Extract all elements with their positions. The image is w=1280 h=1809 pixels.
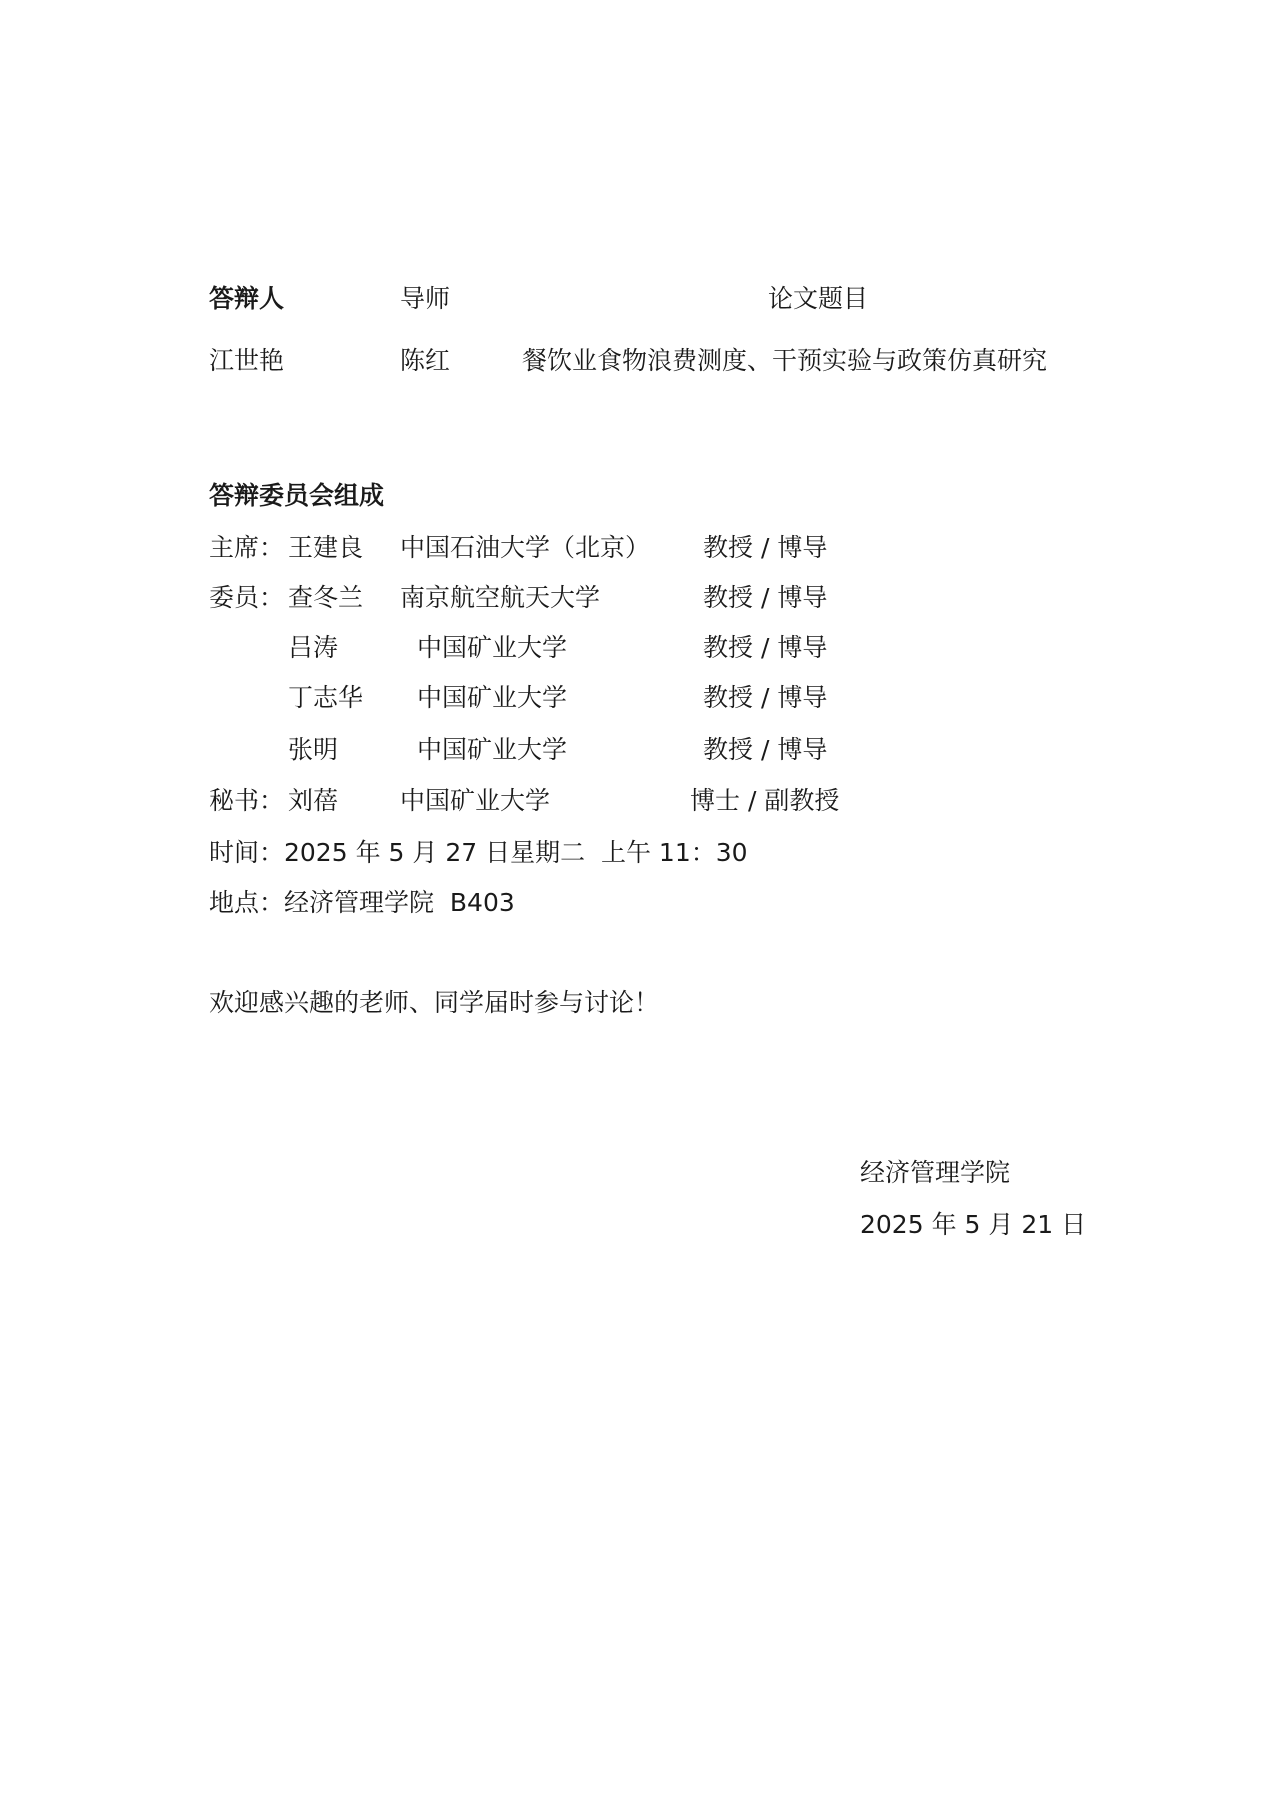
chair-name: 王建良: [288, 533, 364, 562]
signature-org: 经济管理学院: [860, 1158, 1011, 1187]
header-title: 论文题目: [768, 284, 869, 313]
members-role: 委员：: [209, 583, 285, 612]
thesis-title: 餐饮业食物浪费测度、干预实验与政策仿真研究: [522, 346, 1048, 375]
member-title: 教授 / 博导: [703, 633, 828, 662]
chair-institution: 中国石油大学（北京）: [400, 533, 651, 562]
header-advisor: 导师: [400, 284, 451, 313]
member-title: 教授 / 博导: [703, 583, 828, 612]
member-name: 查冬兰: [288, 583, 364, 612]
member-title: 教授 / 博导: [703, 735, 828, 764]
chair-title: 教授 / 博导: [703, 533, 828, 562]
member-name: 吕涛: [288, 633, 339, 662]
secretary-institution: 中国矿业大学: [400, 786, 551, 815]
member-name: 丁志华: [288, 683, 364, 712]
secretary-name: 刘蓓: [288, 786, 339, 815]
signature-date: 2025 年 5 月 21 日: [860, 1210, 1087, 1239]
committee-heading: 答辩委员会组成: [209, 481, 385, 510]
secretary-role: 秘书：: [209, 786, 285, 815]
member-institution: 南京航空航天大学: [400, 583, 601, 612]
member-institution: 中国矿业大学: [417, 683, 568, 712]
advisor-name: 陈红: [400, 346, 451, 375]
candidate-name: 江世艳: [209, 346, 285, 375]
member-name: 张明: [288, 735, 339, 764]
chair-role: 主席：: [209, 533, 285, 562]
defense-location: 地点：经济管理学院 B403: [209, 888, 515, 917]
header-candidate: 答辩人: [209, 284, 285, 313]
member-institution: 中国矿业大学: [417, 735, 568, 764]
member-title: 教授 / 博导: [703, 683, 828, 712]
member-institution: 中国矿业大学: [417, 633, 568, 662]
defense-time: 时间：2025 年 5 月 27 日星期二 上午 11：30: [209, 838, 748, 867]
secretary-title: 博士 / 副教授: [690, 786, 840, 815]
invitation-text: 欢迎感兴趣的老师、同学届时参与讨论！: [209, 988, 660, 1017]
